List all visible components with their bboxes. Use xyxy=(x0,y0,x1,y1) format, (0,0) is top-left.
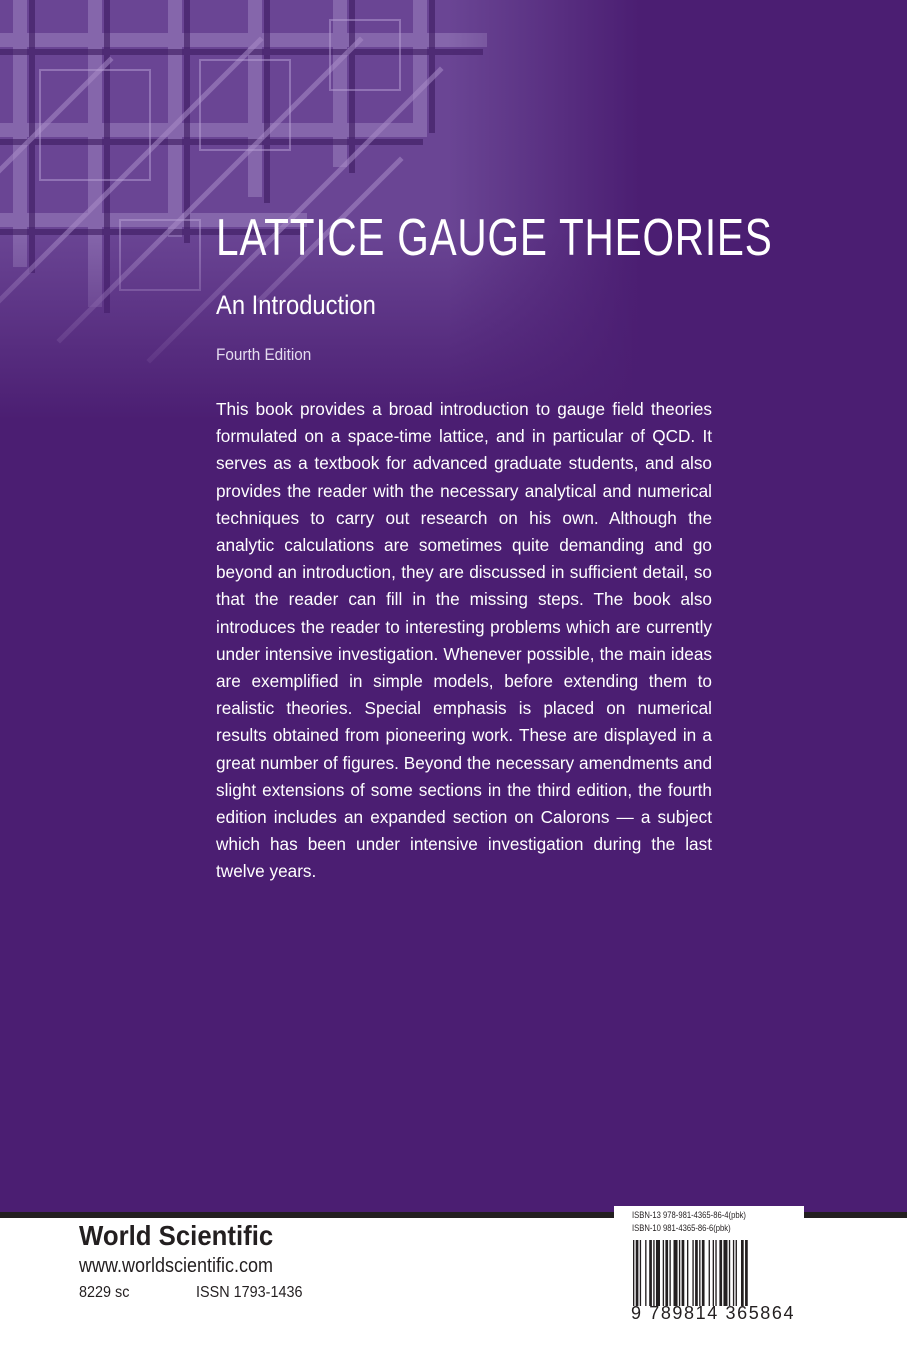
book-description: This book provides a broad introduction to gauge field theories formulated on a space-time lattice, and in particular of QCD. It serves as a textbook for advanced graduate students, and also provides the reader with the necessary analytical and numerical techniques to carry out research on his own. Although the analytic calculations are sometimes quite demanding and go beyond an introduction, they are discussed in sufficient detail, so that the reader can fill in the missing steps. The book also introduces the reader to interesting problems which are currently under intensive investigation. Whenever possible, the main ideas are exemplified in simple models, before extending them to realistic theories. Special emphasis is placed on numerical results obtained from pioneering work. These are displayed in a great number of figures. Beyond the necessary amendments and slight extensions of some sections in the third edition, the fourth edition includes an expanded section on Calorons — a subject which has been under intensive investigation during the last twelve years. xyxy=(216,399,712,882)
barcode-bar xyxy=(715,1240,716,1306)
barcode-bar xyxy=(729,1240,730,1306)
barcode-bar xyxy=(679,1240,680,1306)
publisher-name: World Scientific xyxy=(79,1220,274,1251)
book-subtitle: An Introduction xyxy=(216,290,376,320)
barcode-bar xyxy=(636,1240,639,1306)
isbn13-label: ISBN-13 978-981-4365-86-4(pbk) xyxy=(632,1210,746,1220)
barcode-bar xyxy=(669,1240,670,1306)
barcode-bar xyxy=(692,1240,693,1306)
barcode-bar xyxy=(745,1240,748,1306)
publisher-website[interactable]: www.worldscientific.com xyxy=(79,1255,274,1277)
barcode-bar xyxy=(645,1240,646,1306)
barcode-bar xyxy=(633,1240,634,1306)
isbn10-label: ISBN-10 981-4365-86-6(pbk) xyxy=(632,1223,731,1233)
barcode-bar xyxy=(741,1240,744,1306)
barcode-bar xyxy=(663,1240,664,1306)
barcode-bar xyxy=(733,1240,734,1306)
barcode-bar xyxy=(719,1240,722,1306)
barcode-bar xyxy=(736,1240,737,1306)
barcode-bar xyxy=(713,1240,714,1306)
barcode-bar xyxy=(665,1240,668,1306)
barcode-bar xyxy=(674,1240,678,1306)
issn-number: ISSN 1793-1436 xyxy=(196,1284,303,1301)
barcode-bar xyxy=(656,1240,660,1306)
book-title: LATTICE GAUGE THEORIES xyxy=(216,209,773,267)
barcode-bar xyxy=(682,1240,685,1306)
barcode-bar xyxy=(653,1240,654,1306)
barcode-bar xyxy=(687,1240,688,1306)
barcode-bar xyxy=(702,1240,705,1306)
book-edition: Fourth Edition xyxy=(216,345,312,364)
catalog-code: 8229 sc xyxy=(79,1284,130,1301)
barcode-icon xyxy=(631,1240,791,1306)
barcode-bar xyxy=(699,1240,700,1306)
barcode-bar xyxy=(640,1240,641,1306)
barcode-bar xyxy=(649,1240,652,1306)
barcode-bar xyxy=(695,1240,698,1306)
barcode-bar xyxy=(723,1240,727,1306)
barcode-digits: 9 789814 365864 xyxy=(631,1303,796,1323)
barcode-bar xyxy=(709,1240,710,1306)
